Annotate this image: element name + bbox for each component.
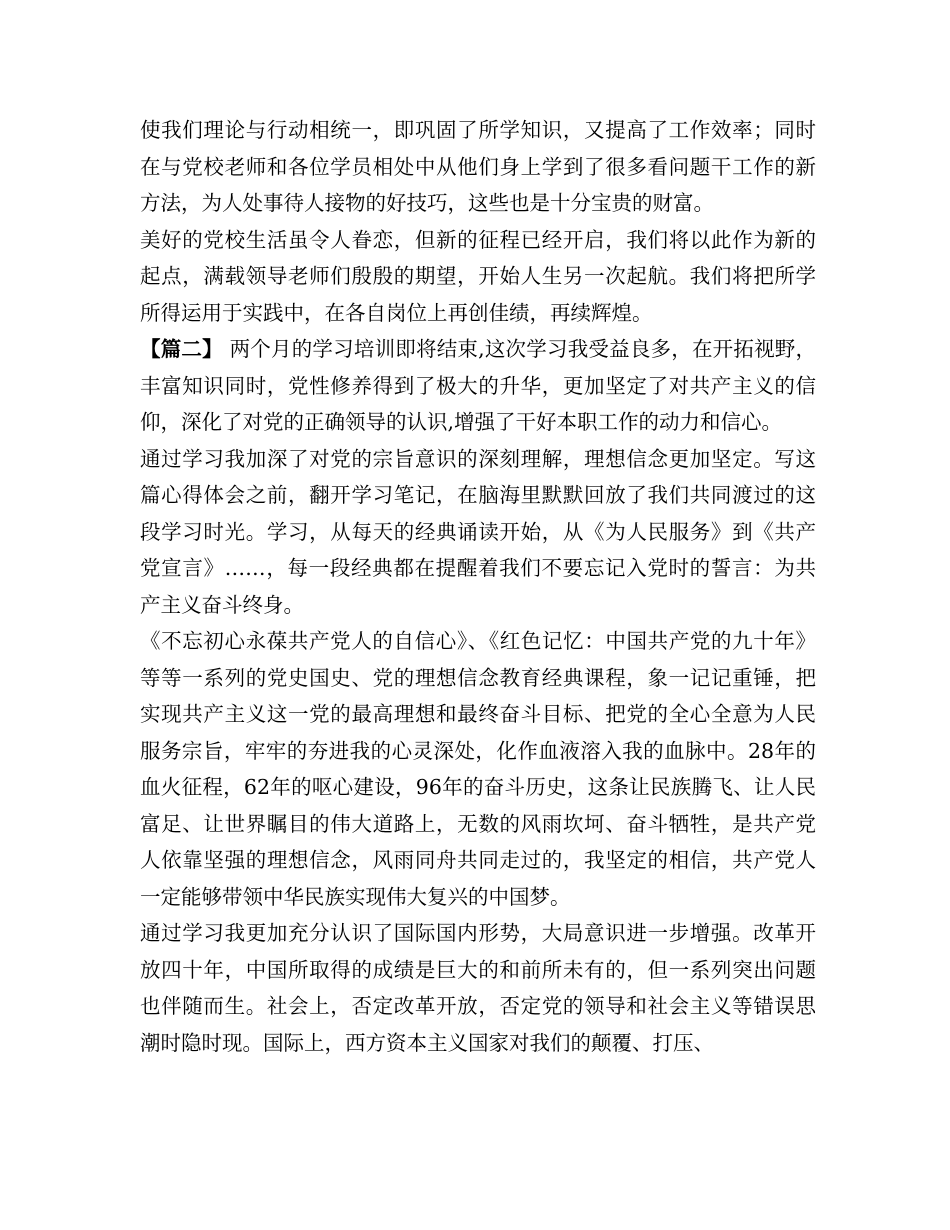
paragraph-text: 通过学习我加深了对党的宗旨意识的深刻理解，理想信念更加坚定。写这篇心得体会之前，翻开学习笔记，在脑海里默默回放了我们共同渡过的这段学习时光。学习，从每天的经典诵读开始，从《为人民服务》到《共产党宣言》……，每一段经典都在提醒着我们不要忘记入党时的誓言：为共产主义奋斗终身。 bbox=[140, 446, 816, 617]
paragraph-1 bbox=[140, 112, 816, 222]
paragraph-4 bbox=[140, 441, 816, 624]
section-title: 【篇二】 bbox=[140, 337, 223, 361]
paragraph-text: 《不忘初心永葆共产党人的自信心》、《红色记忆：中国共产党的九十年》等等一系列的党史国史、党的理想信念教育经典课程，象一记记重锤，把实现共产主义这一党的最高理想和最终奋斗目标、把党的全心全意为人民服务宗旨，牢牢的夯进我的心灵深处，化作血液溶入我的血脉中。28年的血火征程，62年的呕心建设，96年的奋斗历史，这条让民族腾飞、让人民富足、让世界瞩目的伟大道路上，无数的风雨坎坷、奋斗牺牲，是共产党人依靠坚强的理想信念，风雨同舟共同走过的，我坚定的相信，共产党人一定能够带领中华民族实现伟大复兴的中国梦。 bbox=[140, 629, 816, 909]
paragraph-2 bbox=[140, 222, 816, 332]
paragraph-text: 美好的党校生活虽令人眷恋，但新的征程已经开启，我们将以此作为新的起点，满载领导老师们殷殷的期望，开始人生另一次起航。我们将把所学所得运用于实践中，在各自岗位上再创佳绩，再续辉煌。 bbox=[140, 227, 816, 325]
paragraph-text: 两个月的学习培训即将结束,这次学习我受益良多，在开拓视野，丰富知识同时，党性修养得到了极大的升华，更加坚定了对共产主义的信仰，深化了对党的正确领导的认识,增强了干好本职工作的动力和信心。 bbox=[140, 337, 817, 434]
document-page bbox=[140, 112, 816, 1061]
paragraph-text: 通过学习我更加充分认识了国际国内形势，大局意识进一步增强。改革开放四十年，中国所取得的成绩是巨大的和前所未有的，但一系列突出问题也伴随而生。社会上，否定改革开放，否定党的领导和社会主义等错误思潮时隐时现。国际上，西方资本主义国家对我们的颠覆、打压、 bbox=[140, 921, 816, 1055]
paragraph-text: 使我们理论与行动相统一，即巩固了所学知识，又提高了工作效率；同时在与党校老师和各位学员相处中从他们身上学到了很多看问题干工作的新方法，为人处事待人接物的好技巧，这些也是十分宝贵的财富。 bbox=[140, 118, 816, 215]
paragraph-5 bbox=[140, 623, 816, 915]
paragraph-6 bbox=[140, 915, 816, 1061]
paragraph-3 bbox=[140, 331, 816, 441]
